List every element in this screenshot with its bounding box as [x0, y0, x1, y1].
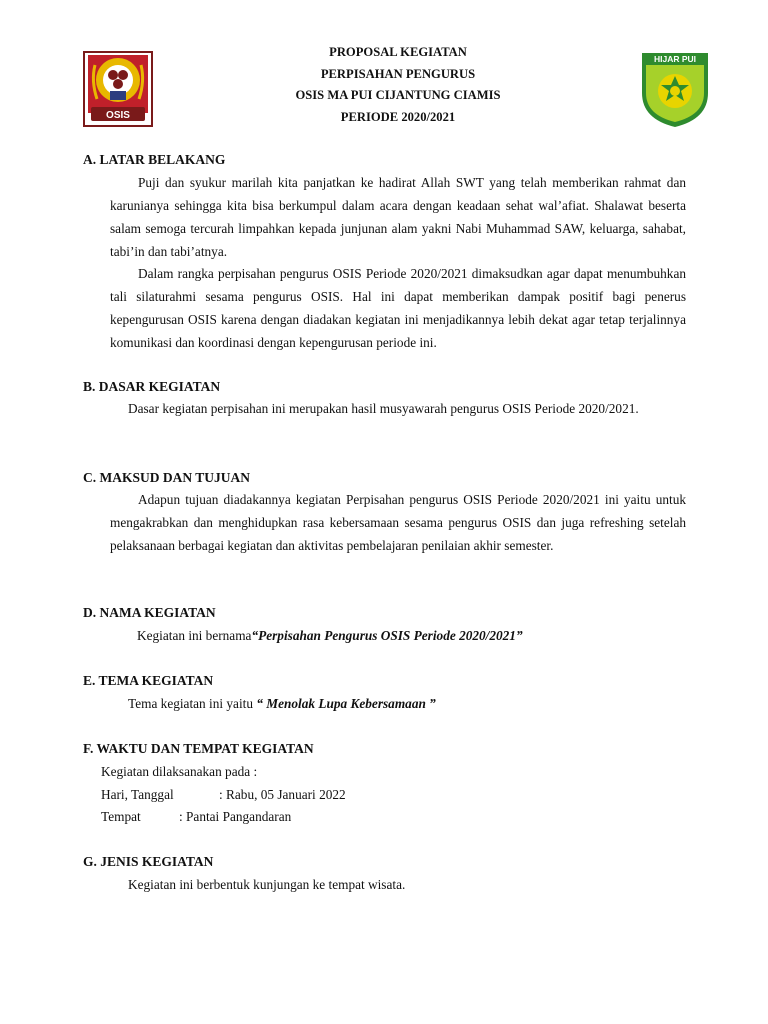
section-c-paragraph: [110, 488, 686, 557]
osis-logo-text: OSIS: [106, 110, 130, 121]
section-f-day-row: [101, 787, 346, 803]
section-d-prefix: Kegiatan ini bernama: [137, 628, 252, 643]
section-e-line: [128, 696, 436, 712]
section-b-heading: B. DASAR KEGIATAN: [83, 379, 221, 394]
activity-theme: “ Menolak Lupa Kebersamaan ”: [256, 696, 436, 711]
section-b-paragraph: Dasar kegiatan perpisahan ini merupakan hasil musyawarah pengurus OSIS Periode 2020/2021.: [128, 401, 639, 416]
section-d-heading: D. NAMA KEGIATAN: [83, 605, 216, 620]
title-line-1: PROPOSAL KEGIATAN: [329, 45, 467, 59]
section-f-place-row: [101, 809, 291, 825]
day-label: Hari, Tanggal: [101, 787, 174, 802]
hijar-pui-logo-text: HIJAR PUI: [653, 54, 697, 64]
hijar-pui-logo: [638, 47, 712, 129]
activity-name: “Perpisahan Pengurus OSIS Periode 2020/2021”: [251, 628, 523, 643]
section-a-paragraph-2: [110, 262, 686, 354]
section-g-heading: G. JENIS KEGIATAN: [83, 854, 214, 869]
section-e-heading: E. TEMA KEGIATAN: [83, 673, 214, 688]
place-value: : Pantai Pangandaran: [179, 809, 292, 824]
document-title: [200, 42, 596, 128]
section-f-heading: F. WAKTU DAN TEMPAT KEGIATAN: [83, 741, 314, 756]
section-a-paragraph-2-text: Dalam rangka perpisahan pengurus OSIS Periode 2020/2021 dimaksudkan agar dapat menumbuhkan tali silaturahmi sesama pengurus OSIS. Hal ini dapat memberikan dampak positif bagi penerus kepengurusan OSIS karena dengan diadakan kegiatan ini menjadikannya lebih dekat agar tetap terjalinnya komunikasi dan koordinasi dengan kepengurusan periode ini.: [110, 266, 686, 350]
section-e-prefix: Tema kegiatan ini yaitu: [128, 696, 257, 711]
title-line-3: OSIS MA PUI CIJANTUNG CIAMIS: [295, 88, 501, 102]
title-line-4: PERIODE 2020/2021: [340, 109, 456, 124]
section-a-heading: A. LATAR BELAKANG: [83, 152, 226, 167]
section-d-line: [137, 628, 523, 644]
place-label: Tempat: [101, 809, 141, 824]
section-c-heading: C. MAKSUD DAN TUJUAN: [83, 470, 251, 485]
section-a-paragraph-1-text: Puji dan syukur marilah kita panjatkan ke hadirat Allah SWT yang telah memberikan rahmat dan karunianya sehingga kita bisa berkumpul dalam acara dengan keadaan sehat wal’afiat. Shalawat beserta salam semoga tercurah limpahkan kepada junjunan alam yakni Nabi Muhammad SAW, keluarga, sahabat, tabi’in dan tabi’atnya.: [110, 175, 686, 259]
section-a-paragraph-1: [110, 171, 686, 263]
osis-logo: [83, 51, 153, 127]
section-f-intro: Kegiatan dilaksanakan pada :: [101, 764, 258, 779]
title-line-2: PERPISAHAN PENGURUS: [320, 66, 476, 81]
section-g-paragraph: Kegiatan ini berbentuk kunjungan ke tempat wisata.: [128, 877, 406, 892]
day-value: : Rabu, 05 Januari 2022: [219, 787, 346, 802]
section-c-paragraph-text: Adapun tujuan diadakannya kegiatan Perpisahan pengurus OSIS Periode 2020/2021 ini yaitu untuk mengakrabkan dan menghidupkan rasa kebersamaan sesama pengurus OSIS dan juga refreshing setelah pelaksanaan berbagai kegiatan dan aktivitas pembelajaran penilaian akhir semester.: [110, 492, 686, 553]
